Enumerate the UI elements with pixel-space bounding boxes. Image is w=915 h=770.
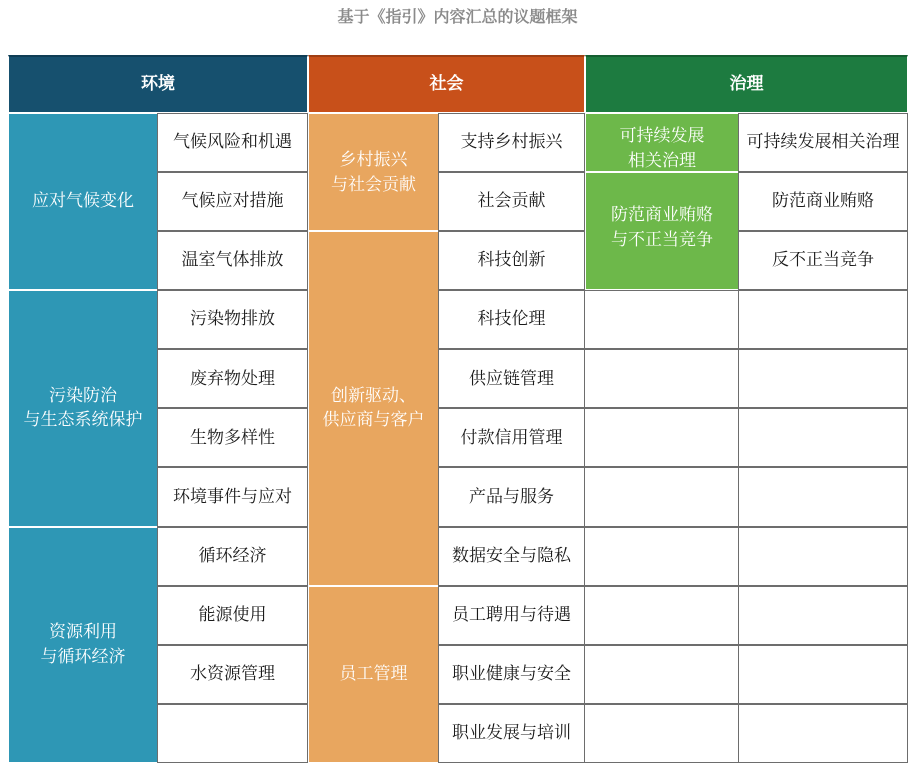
- empty-cell: [738, 408, 908, 467]
- soc-item: 供应链管理: [438, 349, 585, 408]
- gov-category-sustainability: 可持续发展 相关治理: [585, 113, 739, 172]
- soc-category-rural: 乡村振兴 与社会贡献: [308, 113, 439, 231]
- issue-framework-table: [8, 55, 908, 763]
- empty-cell: [157, 704, 308, 763]
- empty-cell: [584, 645, 739, 704]
- empty-cell: [738, 645, 908, 704]
- soc-item: 职业健康与安全: [438, 645, 585, 704]
- empty-cell: [738, 467, 908, 526]
- env-item: 气候风险和机遇: [157, 113, 308, 172]
- env-item: 污染物排放: [157, 290, 308, 349]
- gov-item: 反不正当竞争: [738, 231, 908, 290]
- page-title: 基于《指引》内容汇总的议题框架: [337, 7, 578, 26]
- header-social: 社会: [308, 55, 585, 113]
- gov-category-anti-bribery: 防范商业贿赂 与不正当竞争: [585, 172, 739, 290]
- soc-item: 社会贡献: [438, 172, 585, 231]
- soc-item: 职业发展与培训: [438, 704, 585, 763]
- env-item: 水资源管理: [157, 645, 308, 704]
- env-category-pollution: 污染防治 与生态系统保护: [8, 290, 158, 526]
- env-category-climate: 应对气候变化: [8, 113, 158, 290]
- empty-cell: [738, 527, 908, 586]
- env-item: 生物多样性: [157, 408, 308, 467]
- soc-item: 付款信用管理: [438, 408, 585, 467]
- env-item: 气候应对措施: [157, 172, 308, 231]
- soc-item: 科技创新: [438, 231, 585, 290]
- empty-cell: [738, 349, 908, 408]
- empty-cell: [584, 408, 739, 467]
- header-environment: 环境: [8, 55, 308, 113]
- empty-cell: [584, 467, 739, 526]
- soc-item: 科技伦理: [438, 290, 585, 349]
- empty-cell: [584, 704, 739, 763]
- soc-item: 支持乡村振兴: [438, 113, 585, 172]
- gov-item: 可持续发展相关治理: [738, 113, 908, 172]
- empty-cell: [584, 290, 739, 349]
- env-item: 废弃物处理: [157, 349, 308, 408]
- env-item: 能源使用: [157, 586, 308, 645]
- empty-cell: [584, 586, 739, 645]
- env-item: 循环经济: [157, 527, 308, 586]
- empty-cell: [738, 290, 908, 349]
- gov-item: 防范商业贿赂: [738, 172, 908, 231]
- empty-cell: [584, 527, 739, 586]
- env-category-resources: 资源利用 与循环经济: [8, 527, 158, 763]
- header-governance: 治理: [585, 55, 908, 113]
- soc-item: 产品与服务: [438, 467, 585, 526]
- empty-cell: [738, 704, 908, 763]
- soc-category-innovation: 创新驱动、 供应商与客户: [308, 231, 439, 585]
- empty-cell: [584, 349, 739, 408]
- empty-cell: [738, 586, 908, 645]
- env-item: 温室气体排放: [157, 231, 308, 290]
- soc-category-employees: 员工管理: [308, 586, 439, 763]
- soc-item: 员工聘用与待遇: [438, 586, 585, 645]
- env-item: 环境事件与应对: [157, 467, 308, 526]
- soc-item: 数据安全与隐私: [438, 527, 585, 586]
